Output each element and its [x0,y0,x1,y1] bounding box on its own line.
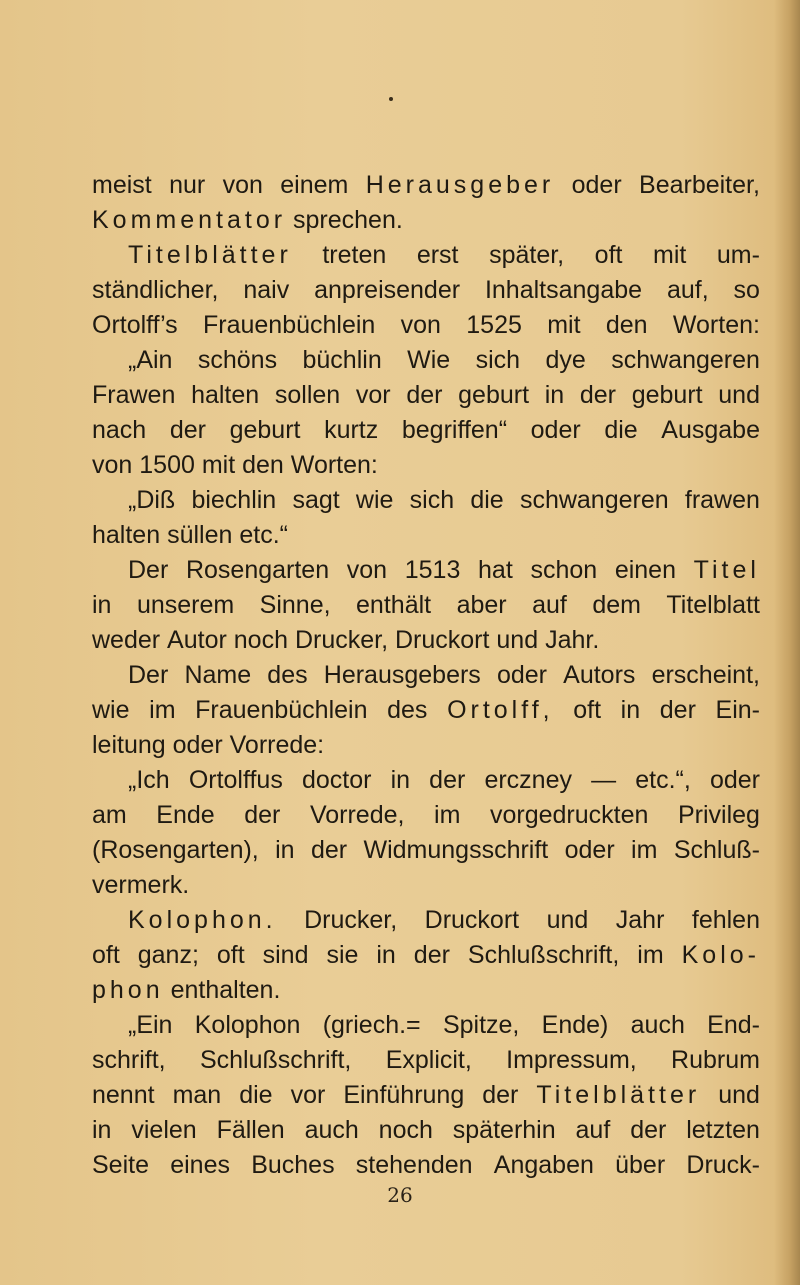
word: Kommentator [92,206,287,234]
word: in [376,941,396,969]
word: enthält [356,591,432,619]
word: weder [92,626,161,654]
word: der [429,766,466,794]
word: oft [92,941,120,969]
word: oft [216,941,245,969]
word: mit [653,241,687,269]
word: Fällen [216,1116,285,1144]
word: vor [355,381,391,409]
word: sprechen. [293,206,403,234]
word: man [172,1081,222,1109]
word: Jahr. [545,626,600,654]
word: oder [709,766,760,794]
word: aber [456,591,507,619]
word: Autors [563,661,636,689]
word: der [244,801,281,829]
word: Ortolffus [188,766,283,794]
word: der [169,416,206,444]
word: Der [128,661,169,689]
word: Druck- [686,1151,760,1179]
word: frawen [684,486,760,514]
body-text [92,168,760,1183]
word: oft [573,696,602,724]
word: (Rosengarten), [92,836,259,864]
word: erczney [484,766,572,794]
word: „Ich [128,766,170,794]
text-line [92,238,760,273]
word: schwangeren [519,486,669,514]
text-line [92,973,760,1008]
word: „Diß [128,486,176,514]
word: Schlußschrift, [199,1046,352,1074]
word: eines [170,1151,230,1179]
word: auch [630,1011,685,1039]
word: und [718,1081,760,1109]
word: Spitze, [442,1011,520,1039]
word: vorgedruckten [489,801,649,829]
word: meist [92,171,152,199]
word: Herausgebers [323,661,481,689]
word: Ortolff, [447,696,554,724]
word: oder [496,661,547,689]
ink-speck [389,97,393,101]
word: auf [575,1116,611,1144]
word: Impressum, [506,1046,637,1074]
word: des [267,661,308,689]
word: ganz; [137,941,199,969]
word: „Ein [128,1011,173,1039]
text-line [92,728,760,763]
word: 1513 [404,556,461,584]
word: Drucker, [294,626,389,654]
word: oder [172,731,223,759]
text-line [92,343,760,378]
word: Kolophon [194,1011,301,1039]
word: so [733,276,760,304]
word: halten [92,521,161,549]
text-line [92,658,760,693]
word: schwangeren [611,346,760,374]
word: phon [92,976,164,1004]
word: sagt [292,486,340,514]
page-edge-shadow [774,0,800,1285]
word: Der [128,556,169,584]
word: treten [322,241,387,269]
text-line [92,168,760,203]
word: büchlin [302,346,382,374]
word: mit [201,451,236,479]
word: oft [594,241,623,269]
text-line [92,518,760,553]
word: etc.“, [635,766,691,794]
word: halten [191,381,260,409]
word: begriffen“ [401,416,508,444]
word: sie [326,941,359,969]
word: vor [290,1081,326,1109]
word: des [387,696,428,724]
word: nur [169,171,206,199]
word: auch [304,1116,359,1144]
word: Widmungsschrift [363,836,549,864]
word: der [630,1116,667,1144]
text-line [92,448,760,483]
text-line [92,588,760,623]
text-line [92,308,760,343]
word: und [546,906,589,934]
text-line [92,1043,760,1078]
word: einen [614,556,676,584]
text-line [92,1113,760,1148]
word: am [92,801,127,829]
word: der [413,941,450,969]
word: Frauenbüchlein [202,311,376,339]
word: „Ain [128,346,173,374]
word: etc.“ [239,521,288,549]
word: vermerk. [92,871,190,899]
word: Ende [156,801,215,829]
text-line [92,1008,760,1043]
word: Ausgabe [661,416,760,444]
word: kurtz [324,416,379,444]
text-line [92,413,760,448]
word: die [239,1081,273,1109]
word: letzten [686,1116,760,1144]
word: späterhin [452,1116,556,1144]
word: oder [564,836,615,864]
word: der [579,381,617,409]
word: sind [262,941,309,969]
word: Drucker, [304,906,398,934]
text-line [92,693,760,728]
word: im [149,696,176,724]
word: sich [475,346,521,374]
word: oder [530,416,581,444]
word: der [482,1081,519,1109]
word: Inhaltsangabe [484,276,643,304]
text-line [92,938,760,973]
word: um- [716,241,760,269]
word: die [470,486,504,514]
word: Ortolff’s [92,311,178,339]
word: Frauenbüchlein [195,696,368,724]
word: schrift, [92,1046,166,1074]
word: Rosengarten [185,556,330,584]
text-line [92,1148,760,1183]
word: Bearbeiter, [639,171,760,199]
word: in [92,1116,112,1144]
word: Druckort [394,626,490,654]
word: den [242,451,284,479]
word: Ein- [715,696,760,724]
word: im [434,801,461,829]
word: Vorrede: [229,731,325,759]
word: Rubrum [671,1046,760,1074]
word: schon [530,556,598,584]
word: (griech.= [322,1011,421,1039]
word: in [92,591,112,619]
word: unserem [136,591,235,619]
word: Name [184,661,252,689]
word: anpreisender [314,276,461,304]
text-line [92,378,760,413]
text-line [92,903,760,938]
word: von [400,311,441,339]
word: wie [355,486,394,514]
word: geburt [229,416,301,444]
word: Buches [251,1151,335,1179]
word: noch [233,626,288,654]
text-line [92,1078,760,1113]
word: ständlicher, [92,276,219,304]
word: Worten: [672,311,760,339]
word: enthalten. [170,976,281,1004]
word: Titel [693,556,760,584]
word: auf, [666,276,709,304]
word: von [346,556,388,584]
word: oder [571,171,622,199]
word: Explicit, [385,1046,472,1074]
text-line [92,798,760,833]
word: nach [92,416,147,444]
text-line [92,203,760,238]
text-line [92,273,760,308]
word: mit [547,311,581,339]
word: fehlen [691,906,760,934]
word: Wie [407,346,451,374]
word: sich [409,486,455,514]
word: nennt [92,1081,155,1109]
word: erst [416,241,459,269]
word: erscheint, [651,661,760,689]
word: 1525 [466,311,522,339]
page-number: 26 [387,1183,413,1207]
text-line [92,763,760,798]
word: Seite [92,1151,149,1179]
word: — [591,766,617,794]
word: der [310,836,348,864]
word: Autor [167,626,227,654]
word: über [615,1151,666,1179]
word: in [544,381,565,409]
word: von [222,171,263,199]
word: dye [545,346,586,374]
word: später, [489,241,565,269]
word: einem [280,171,349,199]
word: hat [478,556,513,584]
word: den [605,311,648,339]
word: naiv [243,276,290,304]
word: schöns [197,346,278,374]
word: geburt [458,381,530,409]
word: Kolo- [681,941,760,969]
word: im [637,941,664,969]
text-line [92,483,760,518]
word: noch [378,1116,433,1144]
word: vielen [131,1116,197,1144]
word: Herausgeber [365,171,555,199]
word: Kolophon. [128,906,277,934]
word: süllen [167,521,233,549]
word: Druckort [424,906,520,934]
word: Ende) [541,1011,609,1039]
word: End- [707,1011,760,1039]
word: Privileg [677,801,760,829]
word: und [718,381,760,409]
word: stehenden [355,1151,473,1179]
word: wie [92,696,130,724]
word: doctor [301,766,372,794]
word: sollen [274,381,341,409]
word: dem [592,591,641,619]
text-line [92,623,760,658]
word: Angaben [493,1151,594,1179]
word: und [496,626,539,654]
word: im [631,836,658,864]
word: Titelblätter [128,241,292,269]
word: Sinne, [259,591,331,619]
word: Titelblatt [666,591,760,619]
word: der [406,381,443,409]
word: Schluß- [673,836,760,864]
text-line [92,833,760,868]
word: Einführung [343,1081,465,1109]
text-line [92,868,760,903]
word: Titelblätter [536,1081,701,1109]
word: auf [532,591,567,619]
word: biechlin [191,486,277,514]
word: Jahr [615,906,665,934]
word: Frawen [92,381,176,409]
word: in [275,836,295,864]
word: in [390,766,411,794]
word: 1500 [139,451,195,479]
word: von [92,451,133,479]
word: Vorrede, [309,801,405,829]
word: in [620,696,641,724]
word: die [604,416,638,444]
text-line [92,553,760,588]
word: Schlußschrift, [467,941,620,969]
word: leitung [92,731,166,759]
word: geburt [631,381,703,409]
word: der [659,696,696,724]
word: Worten: [290,451,378,479]
